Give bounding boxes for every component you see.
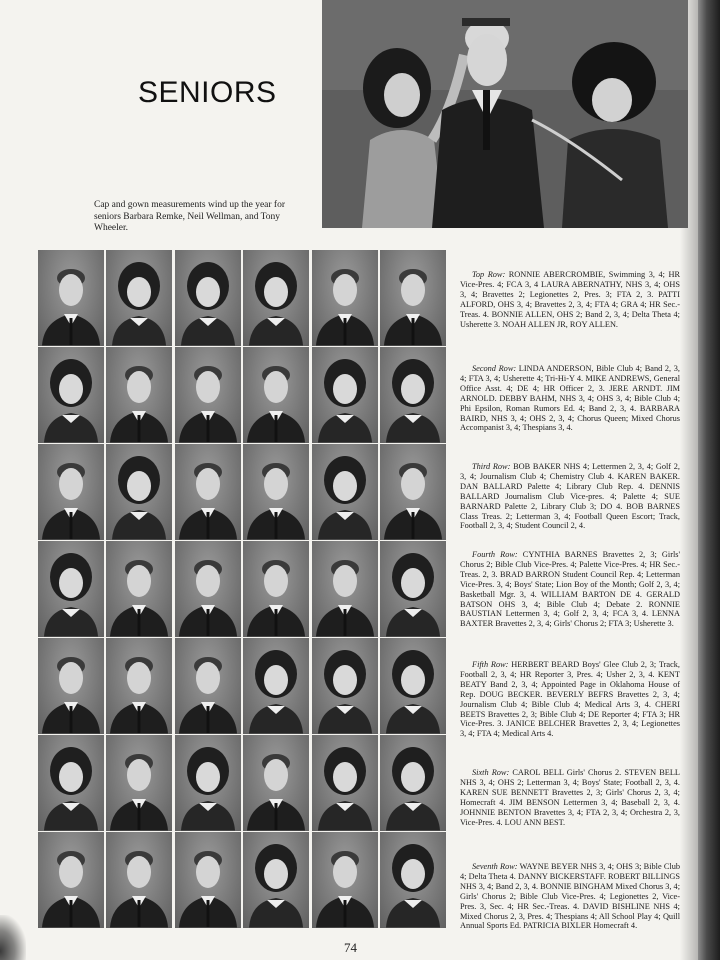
row-caption-label: Third Row: <box>472 462 511 471</box>
portrait-silhouette <box>38 638 104 734</box>
senior-portrait <box>106 347 172 443</box>
row-caption-label: Top Row: <box>472 270 506 279</box>
senior-portrait <box>175 832 241 928</box>
senior-portrait <box>243 250 309 346</box>
portrait-silhouette <box>106 541 172 637</box>
row-caption-text: BOB BAKER NHS 4; Lettermen 2, 3, 4; Golf 2, 3, 4; Journalism Club 4; Chemistry Club 4. KAREN BAKER. DAN BALLARD Palette 4; Library Club Rep. 4. DENNIS BALLARD Journalism Club Vice-pres. 4; Palette 4; SUE BARNARD Palette 2, Library Club 3; DO 4. BOB BARNES Class Treas. 2; Letterman 3, 4; Football Queen Escort; Track, Football 2, 3, 4; Student Council 2, 4. <box>460 462 680 531</box>
senior-portrait <box>312 250 378 346</box>
senior-portrait <box>312 444 378 540</box>
row-caption-label: Sixth Row: <box>472 768 510 777</box>
portrait-silhouette <box>175 347 241 443</box>
portrait-silhouette <box>106 735 172 831</box>
row-caption-text: HERBERT BEARD Boys' Glee Club 2, 3; Track, Football 2, 3, 4; HR Reporter 3, Pres. 4; Usher 2, 3, 4. KENT BEATY Band 2, 3, 4; Appointed Page in Oklahoma House of Rep. DOUG BECKER. BEVERLY BEFRS Bravettes 2, 3, 4; Journalism Club 4; Bible Club 4; Medical Arts 3, 4. CHERI BEETS Bravettes 2, 3; Bible Club 4; DE Reporter 4; FTA 3; HR Vice-Pres. 3. JANICE BELCHER Bravettes 2, 3, 4; Legionettes 3, 4; FTA 4; Medical Arts 4. <box>460 660 680 739</box>
senior-portrait <box>38 638 104 734</box>
cap-and-gown-photo <box>322 0 688 228</box>
portrait-silhouette <box>175 832 241 928</box>
portrait-silhouette <box>243 347 309 443</box>
row-caption-text: LINDA ANDERSON, Bible Club 4; Band 2, 3, 4; FTA 3, 4; Usherette 4; Tri-Hi-Y 4. MIKE ANDREWS, General Office Asst. 4; DE 4; HR Officer 2, 3. JERE ARNDT. JIM ARNOLD. DEBBY BAHM, NHS 3, 4; OHS 3, 4; Bible Club 4; Phi Epsilon, Roman Rumors Ed. 4; Band 2, 3, 4. BARBARA BAIRD, NHS 3, 4; OHS 2, 3, 4; Chorus Queen; Mixed Chorus Accompanist 3, 4; Thespians 3, 4. <box>460 364 680 433</box>
portrait-silhouette <box>312 444 378 540</box>
senior-portrait <box>38 541 104 637</box>
senior-portrait <box>380 444 446 540</box>
senior-portrait <box>38 832 104 928</box>
portrait-silhouette <box>380 347 446 443</box>
row-caption-7 <box>460 862 680 931</box>
portrait-silhouette <box>312 638 378 734</box>
page-title: SENIORS <box>138 76 277 109</box>
portrait-silhouette <box>38 735 104 831</box>
portrait-silhouette <box>175 444 241 540</box>
senior-portrait <box>312 347 378 443</box>
senior-portrait <box>243 347 309 443</box>
senior-portrait <box>312 541 378 637</box>
row-caption-label: Fourth Row: <box>472 550 518 559</box>
senior-portrait <box>243 541 309 637</box>
senior-portrait <box>312 832 378 928</box>
portrait-silhouette <box>106 638 172 734</box>
row-caption-text: CAROL BELL Girls' Chorus 2. STEVEN BELL NHS 3, 4; OHS 2; Letterman 3, 4; Boys' State; Football 2, 3, 4. KAREN SUE BENNETT Bravettes 2, 3; Girls' Chorus 2, 3, 4; Homecraft 4. JIM BENSON Lettermen 3, 4; Baseball 2, 3, 4. JOHNNIE BENTON Bravettes 3, 4; FTA 2, 3, 4; Orchestra 2, 3, Vice-Pres. 4. LOU ANN BEST. <box>460 768 681 827</box>
row-caption-text: CYNTHIA BARNES Bravettes 2, 3; Girls' Chorus 2; Bible Club Vice-Pres. 4; Palette Vice-Pres. 4; HR Sec.-Treas. 2, 3. BRAD BARRON Student Council Rep. 4; Letterman Vice-Pres. 3, 4; Boys' State; Lion Boy of the Month; Golf 2, 3, 4; Basketball Mgr. 3, 4. WILLIAM BARTON DE 4. GERALD BATSON OHS 3, 4; Bible Club 4; Debate 2. RONNIE BAUSTIAN Lettermen 3, 4; Golf 2, 3, 4; FCA 3, 4. LENNA BAXTER Bravettes 2, 3, 4; Girls' Chorus 2; FTA 3; Usherette 3. <box>460 550 681 629</box>
senior-portrait <box>106 735 172 831</box>
senior-portrait <box>243 832 309 928</box>
photo-caption: Cap and gown measurements wind up the year for seniors Barbara Remke, Neil Wellman, and Tony Wheeler. <box>94 200 286 233</box>
row-caption-6 <box>460 768 680 827</box>
portrait-silhouette <box>312 832 378 928</box>
portrait-silhouette <box>243 735 309 831</box>
senior-portrait <box>243 638 309 734</box>
portrait-silhouette <box>38 541 104 637</box>
portrait-silhouette <box>38 250 104 346</box>
senior-portrait <box>380 735 446 831</box>
portrait-silhouette <box>312 735 378 831</box>
senior-portrait <box>243 444 309 540</box>
senior-portrait <box>312 638 378 734</box>
portrait-grid <box>38 250 446 930</box>
portrait-silhouette <box>38 832 104 928</box>
senior-portrait <box>175 444 241 540</box>
portrait-silhouette <box>175 638 241 734</box>
senior-portrait <box>380 832 446 928</box>
senior-portrait <box>380 347 446 443</box>
row-caption-1 <box>460 270 680 329</box>
corner-stain <box>0 915 26 960</box>
senior-portrait <box>175 638 241 734</box>
portrait-silhouette <box>380 735 446 831</box>
portrait-silhouette <box>175 541 241 637</box>
senior-portrait <box>38 735 104 831</box>
senior-portrait <box>175 347 241 443</box>
portrait-silhouette <box>243 832 309 928</box>
portrait-silhouette <box>106 832 172 928</box>
portrait-silhouette <box>380 638 446 734</box>
senior-portrait <box>106 250 172 346</box>
portrait-silhouette <box>106 347 172 443</box>
portrait-silhouette <box>380 832 446 928</box>
row-caption-label: Second Row: <box>472 364 517 373</box>
portrait-silhouette <box>380 541 446 637</box>
portrait-silhouette <box>38 347 104 443</box>
portrait-silhouette <box>106 444 172 540</box>
binding-edge <box>698 0 720 960</box>
senior-portrait <box>175 541 241 637</box>
senior-portrait <box>38 250 104 346</box>
senior-portrait <box>38 444 104 540</box>
senior-portrait <box>106 832 172 928</box>
portrait-silhouette <box>243 444 309 540</box>
portrait-silhouette <box>243 638 309 734</box>
row-caption-label: Fifth Row: <box>472 660 509 669</box>
row-caption-2 <box>460 364 680 433</box>
senior-portrait <box>243 735 309 831</box>
portrait-silhouette <box>175 250 241 346</box>
portrait-silhouette <box>106 250 172 346</box>
portrait-silhouette <box>380 250 446 346</box>
portrait-silhouette <box>312 347 378 443</box>
cap-and-gown-illustration <box>322 0 688 228</box>
row-caption-text: RONNIE ABERCROMBIE, Swimming 3, 4; HR Vice-Pres. 4; FCA 3, 4 LAURA ABERNATHY, NHS 3, 4; OHS 3, 4; Bravettes 2; Legionettes 2, Pres. 3; FTA 2, 3. PATTI ALFORD, OHS 3, 4; Bravettes 2, 3, 4; FTA 4; GRA 4; HR Sec.-Treas. 4. BONNIE ALLEN, OHS 2; Band 2, 3, 4; Delta Theta 4; Usherette 3. NOAH ALLEN JR, ROY ALLEN. <box>460 270 680 329</box>
senior-portrait <box>380 250 446 346</box>
senior-portrait <box>380 541 446 637</box>
portrait-silhouette <box>312 250 378 346</box>
portrait-silhouette <box>312 541 378 637</box>
portrait-silhouette <box>380 444 446 540</box>
row-caption-3 <box>460 462 680 531</box>
senior-portrait <box>38 347 104 443</box>
page-number: 74 <box>344 940 357 955</box>
row-caption-label: Seventh Row: <box>472 862 518 871</box>
senior-portrait <box>106 638 172 734</box>
senior-portrait <box>175 735 241 831</box>
senior-portrait <box>106 541 172 637</box>
senior-portrait <box>175 250 241 346</box>
portrait-silhouette <box>38 444 104 540</box>
senior-portrait <box>312 735 378 831</box>
row-caption-text: WAYNE BEYER NHS 3, 4; OHS 3; Bible Club 4; Delta Theta 4. DANNY BICKERSTAFF. ROBERT BILLINGS NHS 3, 4; Band 2, 3, 4. BONNIE BINGHAM Mixed Chorus 3, 4; Girls' Chorus 2; Bible Club Vice-Pres. 4; Legionettes 2, Vice-Pres. 3, Sec. 4; HR Sec.-Treas. 4. DAVID BISHLINE NHS 4; Mixed Chorus 2, 3, Pres. 4; Thespians 4; All School Play 4; Quill Annual Sports Ed. PATRICIA BIXLER Homecraft 4. <box>460 862 680 931</box>
senior-portrait <box>380 638 446 734</box>
portrait-silhouette <box>243 541 309 637</box>
senior-portrait <box>106 444 172 540</box>
portrait-silhouette <box>175 735 241 831</box>
portrait-silhouette <box>243 250 309 346</box>
row-caption-5 <box>460 660 680 739</box>
row-caption-4 <box>460 550 680 629</box>
